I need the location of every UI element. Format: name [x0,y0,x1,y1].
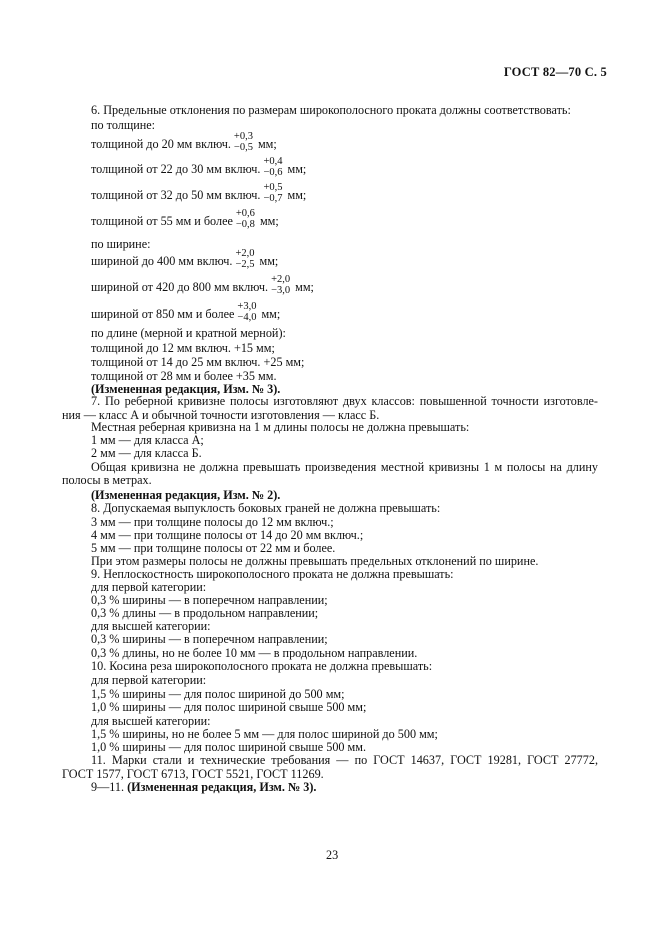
tolerance-line [91,184,306,205]
text-line: 9. Неплоскостность широкополосного проката не должна превышать: [91,567,454,581]
text-line: толщиной от 28 мм и более +35 мм. [91,369,277,383]
tolerance-lower: −0,6 [263,166,283,178]
text-line: по ширине: [91,237,151,251]
clause-range: 9—11. [91,780,125,794]
text-line: 1,5 % ширины — для полос шириной до 500 мм; [91,687,345,701]
revision-label: (Измененная редакция, Изм. № 3). [127,780,317,794]
text-line: 1,0 % ширины — для полос шириной свыше 500 мм; [91,700,367,714]
text-line: Общая кривизна не должна превышать произведения местной кривизны 1 м полосы на длину [91,460,598,474]
text-line: ния — класс А и обычной точности изготовления — класс Б. [62,408,380,422]
tolerance-lower: −0,8 [235,218,255,230]
tolerance-line [91,303,280,324]
text-line: 1,5 % ширины, но не более 5 мм — для полос шириной до 500 мм; [91,727,438,741]
text-line: полосы в метрах. [62,473,152,487]
tolerance-values [237,302,256,323]
tolerance-upper: +0,3 [233,131,253,142]
tolerance-lower: −0,5 [233,141,253,153]
tolerance-unit: мм; [259,213,279,228]
tolerance-values [263,157,282,178]
text-line: для высшей категории: [91,714,211,728]
page-number: 23 [326,848,339,862]
text-line: 0,3 % ширины — в поперечном направлении; [91,593,328,607]
tolerance-values [234,132,253,153]
revision-note: (Измененная редакция, Изм. № 3). [91,382,281,396]
tolerance-upper: +0,5 [263,182,283,193]
text-line: 3 мм — при толщине полосы до 12 мм включ.; [91,515,334,529]
tolerance-upper: +2,0 [235,248,255,259]
text-line: толщиной до 12 мм включ. +15 мм; [91,341,275,355]
text-line: 1,0 % ширины — для полос шириной свыше 500 мм. [91,740,367,754]
text-line: по толщине: [91,118,156,132]
text-line: ГОСТ 1577, ГОСТ 6713, ГОСТ 5521, ГОСТ 11269. [62,767,324,781]
tolerance-line [91,158,306,179]
tolerance-lower: −2,5 [235,258,255,270]
tolerance-upper: +0,6 [235,208,255,219]
tolerance-upper: +3,0 [237,301,257,312]
tolerance-lower: −3,0 [271,284,291,296]
tolerance-label: толщиной от 22 до 30 мм включ. [91,161,261,176]
text-line: 0,3 % ширины — в поперечном направлении; [91,632,328,646]
text-line: 7. По реберной кривизне полосы изготовляют двух классов: повышенной точности изготовле- [91,394,598,408]
text-line: 11. Марки стали и технические требования — по ГОСТ 14637, ГОСТ 19281, ГОСТ 27772, [91,753,598,767]
tolerance-line [91,250,278,271]
text-line: 2 мм — для класса Б. [91,446,202,460]
revision-note: (Измененная редакция, Изм. № 2). [91,488,281,502]
text-line: 0,3 % длины — в продольном направлении; [91,606,319,620]
tolerance-values [235,249,254,270]
tolerance-values [236,209,255,230]
tolerance-label: толщиной до 20 мм включ. [91,136,231,151]
tolerance-unit: мм; [287,187,307,202]
tolerance-upper: +0,4 [263,156,283,167]
text-line: 8. Допускаемая выпуклость боковых граней не должна превышать: [91,501,441,515]
revision-note [91,780,316,794]
tolerance-label: шириной до 400 мм включ. [91,253,233,268]
text-line: для первой категории: [91,580,207,594]
tolerance-label: шириной от 850 мм и более [91,306,235,321]
tolerance-line [91,133,277,154]
text-line: 4 мм — при толщине полосы от 14 до 20 мм включ.; [91,528,364,542]
page-header: ГОСТ 82—70 С. 5 [503,65,607,79]
tolerance-line [91,276,314,297]
tolerance-label: шириной от 420 до 800 мм включ. [91,279,269,294]
text-line: Местная реберная кривизна на 1 м длины полосы не должна превышать: [91,420,470,434]
tolerance-unit: мм; [295,279,314,294]
tolerance-unit: мм; [287,161,307,176]
tolerance-unit: мм; [261,306,281,321]
tolerance-label: толщиной от 32 до 50 мм включ. [91,187,261,202]
text-line: для высшей категории: [91,619,211,633]
text-line: 10. Косина реза широкополосного проката не должна превышать: [91,659,433,673]
tolerance-values [271,275,290,296]
tolerance-values [263,183,282,204]
text-line: 5 мм — при толщине полосы от 22 мм и более. [91,541,336,555]
text-line: 6. Предельные отклонения по размерам широкополосного проката должны соответствовать: [91,103,571,117]
tolerance-unit: мм; [257,136,277,151]
text-line: для первой категории: [91,673,207,687]
tolerance-lower: −4,0 [237,311,257,323]
tolerance-upper: +2,0 [271,274,291,285]
tolerance-lower: −0,7 [263,192,283,204]
tolerance-line [91,210,279,231]
text-line: 0,3 % длины, но не более 10 мм — в продольном направлении. [91,646,418,660]
text-line: по длине (мерной и кратной мерной): [91,326,286,340]
tolerance-label: толщиной от 55 мм и более [91,213,233,228]
tolerance-unit: мм; [259,253,279,268]
text-line: толщиной от 14 до 25 мм включ. +25 мм; [91,355,305,369]
text-line: 1 мм — для класса А; [91,433,204,447]
text-line: При этом размеры полосы не должны превышать предельных отклонений по ширине. [91,554,539,568]
